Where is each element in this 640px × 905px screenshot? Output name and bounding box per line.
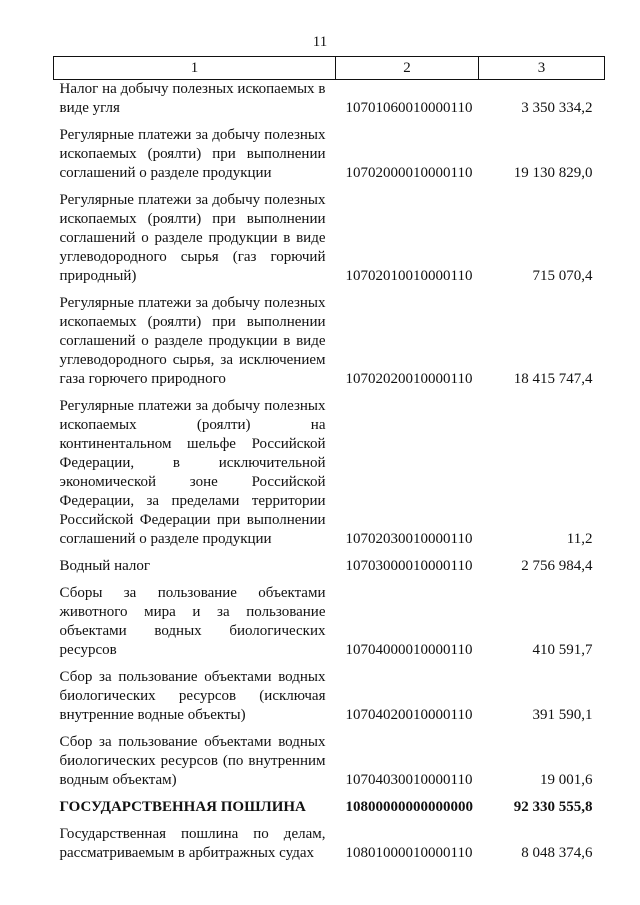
row-code: 10702000010000110 [345, 165, 473, 181]
table-row [54, 817, 605, 863]
column-header-1: 1 [54, 57, 336, 80]
row-name: Водный налог [59, 558, 151, 574]
row-code: 10703000010000110 [345, 558, 473, 574]
row-name: Регулярные платежи за добычу полезных ископаемых (роялти) на континентальном шельфе Российской Федерации, в исключительной экономической зоне Российской Федерации, за пределами территории Российской Федерации при выполнении соглашений о разделе продукции [59, 398, 326, 547]
table-header-row [54, 57, 605, 80]
row-name: Регулярные платежи за добычу полезных ископаемых (роялти) при выполнении соглашений о разделе продукции [59, 127, 326, 181]
row-code: 10702010010000110 [345, 268, 473, 284]
row-amount: 391 590,1 [532, 707, 593, 723]
row-name: Регулярные платежи за добычу полезных ископаемых (роялти) при выполнении соглашений о разделе продукции в виде углеводородного сырья (газ горючий природный) [59, 192, 326, 284]
row-amount: 715 070,4 [532, 268, 593, 284]
row-code: 10702020010000110 [345, 371, 473, 387]
row-amount: 11,2 [566, 531, 593, 547]
row-code: 10702030010000110 [345, 531, 473, 547]
table-row [54, 286, 605, 389]
row-code: 10701060010000110 [345, 100, 473, 116]
table-row [54, 80, 605, 119]
row-code: 10800000000000000 [345, 799, 473, 815]
row-amount: 92 330 555,8 [513, 799, 593, 815]
table-row [54, 660, 605, 725]
table-row [54, 389, 605, 549]
row-amount: 8 048 374,6 [521, 845, 593, 861]
row-code: 10704000010000110 [345, 642, 473, 658]
row-name: ГОСУДАРСТВЕННАЯ ПОШЛИНА [59, 799, 306, 815]
table-row [54, 725, 605, 790]
row-name: Сборы за пользование объектами животного мира и за пользование объектами водных биологических ресурсов [59, 585, 326, 658]
table-row [54, 118, 605, 183]
row-amount: 19 130 829,0 [513, 165, 593, 181]
table-row [54, 549, 605, 576]
row-amount: 19 001,6 [540, 772, 593, 788]
table-row [54, 183, 605, 286]
row-code: 10801000010000110 [345, 845, 473, 861]
row-name: Регулярные платежи за добычу полезных ископаемых (роялти) при выполнении соглашений о разделе продукции в виде углеводородного сырья, за исключением газа горючего природного [59, 295, 326, 387]
row-amount: 18 415 747,4 [513, 371, 593, 387]
table-row-section-total [54, 790, 605, 817]
budget-table [53, 56, 605, 863]
column-header-2: 2 [336, 57, 479, 80]
row-code: 10704020010000110 [345, 707, 473, 723]
table-row [54, 576, 605, 660]
row-name: Сбор за пользование объектами водных биологических ресурсов (исключая внутренние водные объекты) [59, 669, 326, 723]
row-amount: 2 756 984,4 [521, 558, 593, 574]
row-code: 10704030010000110 [345, 772, 473, 788]
row-name: Налог на добычу полезных ископаемых в виде угля [59, 81, 326, 116]
row-name: Сбор за пользование объектами водных биологических ресурсов (по внутренним водным объектам) [59, 734, 326, 788]
row-amount: 3 350 334,2 [521, 100, 593, 116]
row-name: Государственная пошлина по делам, рассматриваемым в арбитражных судах [59, 826, 326, 861]
row-amount: 410 591,7 [532, 642, 593, 658]
column-header-3: 3 [479, 57, 605, 80]
page-number: 11 [312, 34, 328, 50]
